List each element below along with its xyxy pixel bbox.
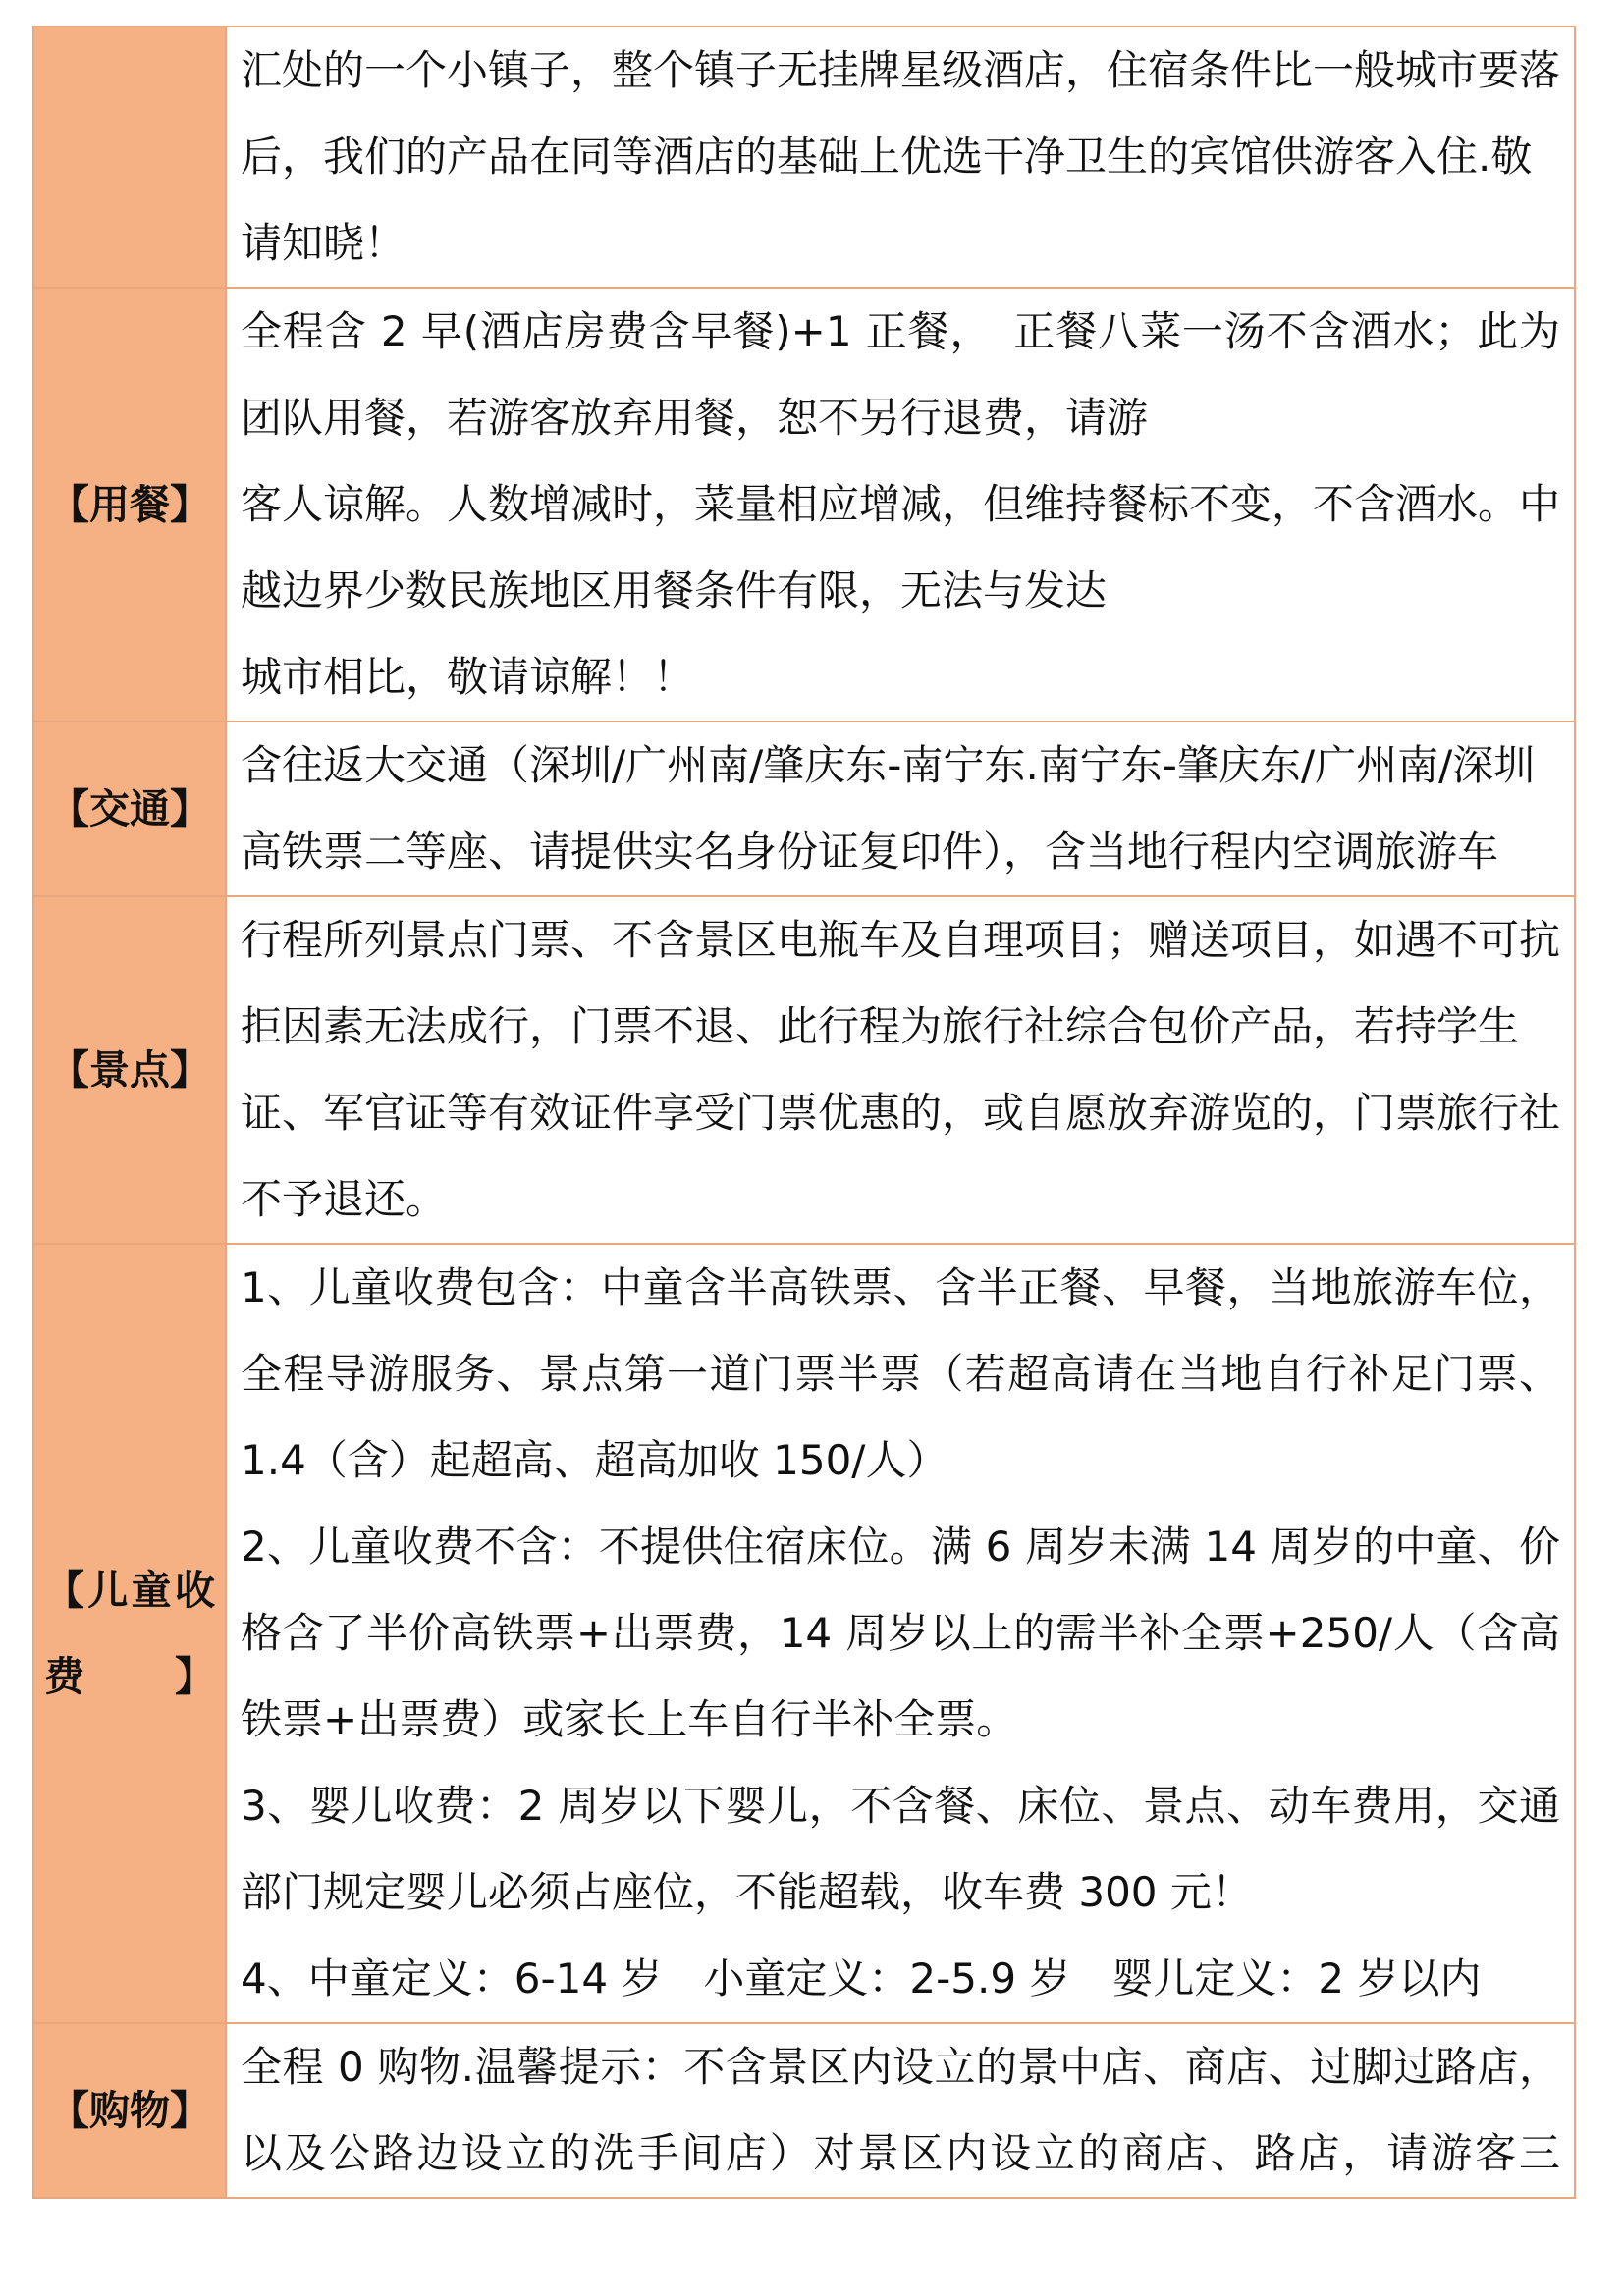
row-label-empty [33, 27, 226, 288]
meals-paragraph-1: 全程含 2 早(酒店房费含早餐)+1 正餐， 正餐八菜一汤不含酒水；此为团队用餐，若游客放弃用餐，恕不另行退费，请游 [241, 307, 1560, 442]
child-fees-item-4: 4、中童定义：6-14 岁 小童定义：2-5.9 岁 婴儿定义：2 岁以内 [241, 1954, 1482, 2002]
row-meals [33, 288, 1575, 721]
child-fees-item-2: 2、儿童收费不含：不提供住宿床位。满 6 周岁未满 14 周岁的中童、价格含了半价高铁票+出票费，14 周岁以上的需半补全票+250/人（含高铁票+出票费）或家长上车自行半补全票。 [241, 1522, 1560, 1743]
row-label-child-fees [33, 1244, 226, 2023]
accommodation-paragraph: 汇处的一个小镇子，整个镇子无挂牌星级酒店，住宿条件比一般城市要落后，我们的产品在同等酒店的基础上优选干净卫生的宾馆供游客入住.敬请知晓！ [241, 46, 1561, 267]
row-label-text: 【景点】 [49, 1046, 210, 1094]
child-fees-item-1: 1、儿童收费包含：中童含半高铁票、含半正餐、早餐，当地旅游车位，全程导游服务、景点第一道门票半票（若超高请在当地自行补足门票、1.4（含）起超高、超高加收 150/人） [241, 1263, 1560, 1484]
row-attractions [33, 896, 1575, 1244]
row-content [226, 721, 1575, 896]
tour-terms-table [32, 26, 1576, 2199]
row-content [226, 2023, 1575, 2198]
row-label-text: 【用餐】 [49, 481, 210, 528]
transport-paragraph: 含往返大交通（深圳/广州南/肇庆东-南宁东.南宁东-肇庆东/广州南/深圳高铁票二等座、请提供实名身份证复印件），含当地行程内空调旅游车 [241, 741, 1536, 876]
row-label-transport [33, 721, 226, 896]
row-label-meals [33, 288, 226, 721]
row-content [226, 896, 1575, 1244]
row-shopping [33, 2023, 1575, 2198]
child-fees-item-3: 3、婴儿收费：2 周岁以下婴儿，不含餐、床位、景点、动车费用，交通部门规定婴儿必须占座位，不能超载，收车费 300 元！ [241, 1782, 1560, 1916]
row-transport [33, 721, 1575, 896]
row-label-text: 【交通】 [49, 785, 210, 832]
row-child-fees [33, 1244, 1575, 2023]
shopping-paragraph: 全程 0 购物.温馨提示：不含景区内设立的景中店、商店、过脚过路店，以及公路边设立的洗手间店）对景区内设立的商店、路店，请游客三 [241, 2043, 1560, 2177]
row-content [226, 27, 1575, 288]
row-accommodation-continued [33, 27, 1575, 288]
row-label-attractions [33, 896, 226, 1244]
meals-paragraph-3: 城市相比，敬请谅解！！ [241, 653, 695, 701]
row-content [226, 1244, 1575, 2023]
attractions-paragraph: 行程所列景点门票、不含景区电瓶车及自理项目；赠送项目，如遇不可抗拒因素无法成行，门票不退、此行程为旅行社综合包价产品，若持学生证、军官证等有效证件享受门票优惠的，或自愿放弃游览的，门票旅行社不予退还。 [241, 916, 1561, 1223]
meals-paragraph-2: 客人谅解。人数增减时，菜量相应增减，但维持餐标不变，不含酒水。中越边界少数民族地区用餐条件有限，无法与发达 [241, 480, 1561, 614]
row-label-text: 【儿童收费】 [44, 1567, 215, 1700]
row-label-text: 【购物】 [49, 2087, 210, 2134]
row-content [226, 288, 1575, 721]
row-label-shopping [33, 2023, 226, 2198]
